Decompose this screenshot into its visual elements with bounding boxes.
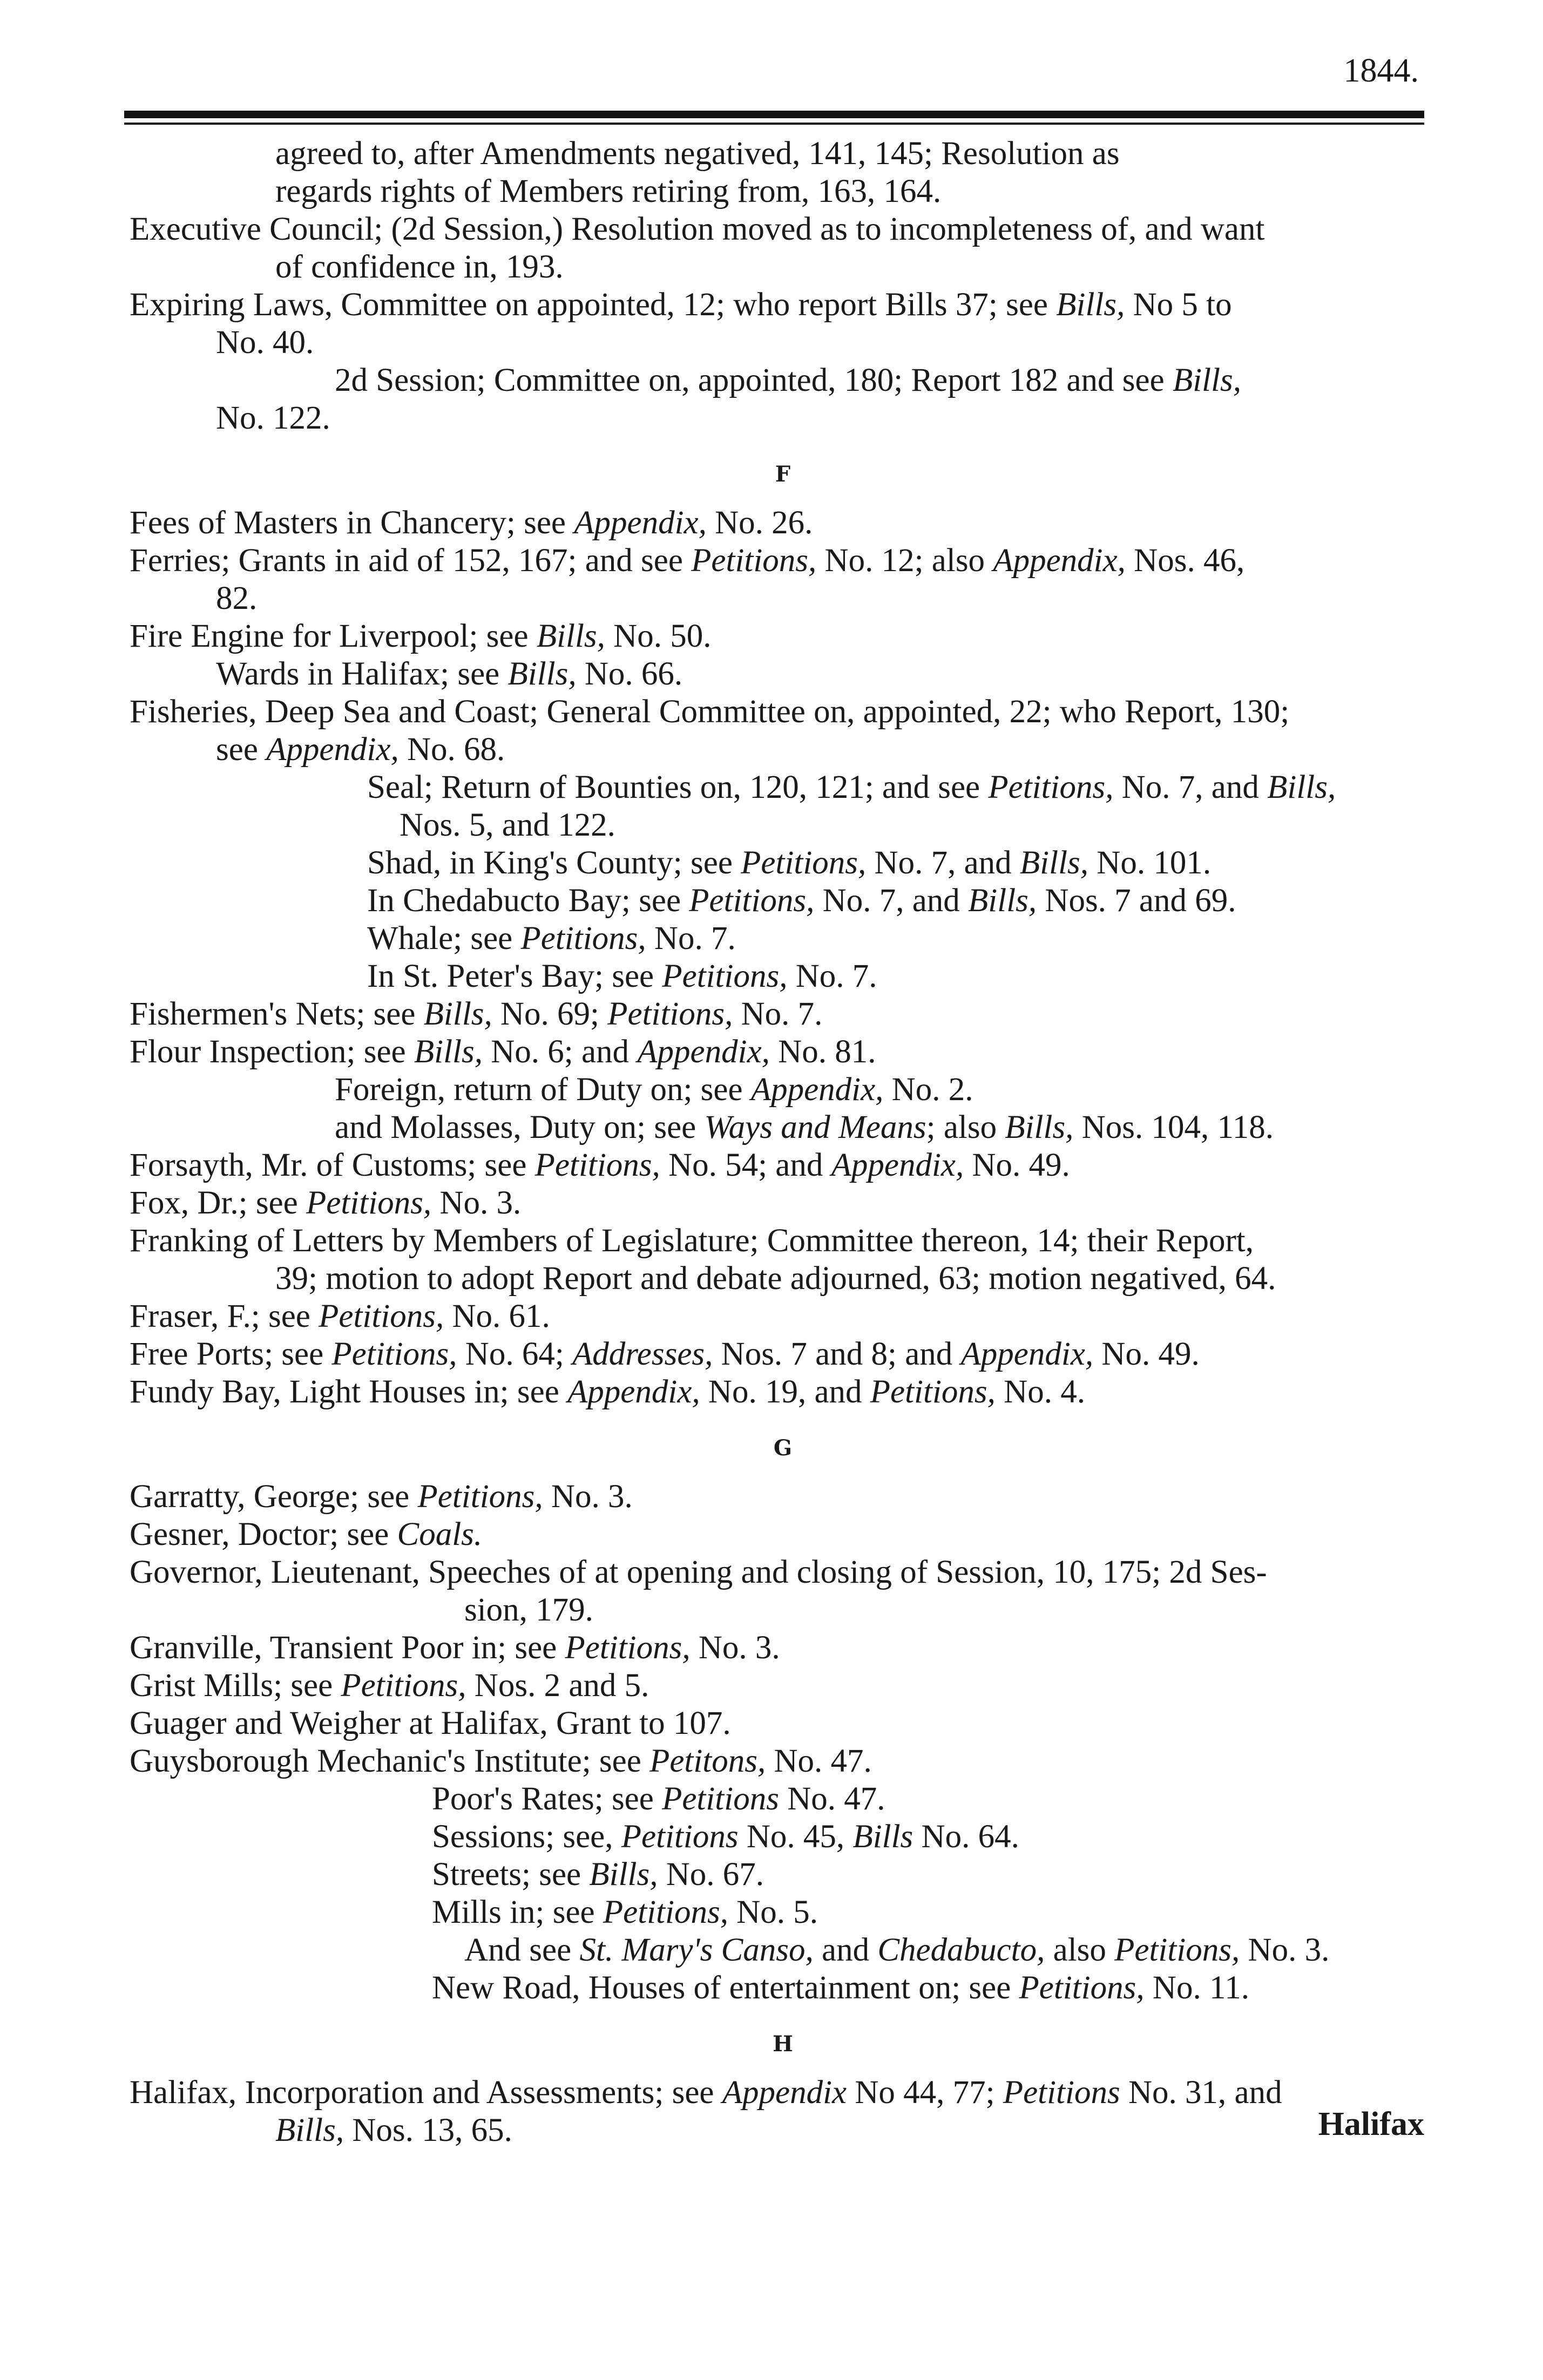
index-line bbox=[130, 399, 1436, 437]
index-reference: Petitions, bbox=[331, 1336, 457, 1372]
index-reference: Bills, bbox=[968, 883, 1037, 919]
index-line bbox=[130, 1298, 1436, 1335]
index-text: No. 7. bbox=[733, 996, 823, 1032]
index-text: Fox, Dr.; see bbox=[130, 1185, 307, 1221]
index-text: No. 61. bbox=[444, 1298, 550, 1334]
index-reference: Coals. bbox=[397, 1516, 483, 1552]
index-text: Nos. 104, 118. bbox=[1073, 1109, 1274, 1145]
section-heading-f: F bbox=[775, 462, 791, 487]
index-text: No. 5. bbox=[728, 1894, 818, 1930]
index-line bbox=[130, 1516, 1436, 1554]
section-heading-g: G bbox=[773, 1435, 793, 1461]
header-rule-thin bbox=[124, 123, 1424, 125]
index-line bbox=[130, 1818, 1436, 1856]
index-line bbox=[130, 173, 1436, 211]
index-text: No. 47. bbox=[779, 1781, 885, 1817]
index-text: Sessions; see, bbox=[432, 1819, 621, 1855]
index-reference: Petitions bbox=[1003, 2074, 1120, 2111]
index-line bbox=[130, 324, 1436, 362]
index-text: Garratty, George; see bbox=[130, 1479, 418, 1515]
index-reference: Petitions bbox=[662, 1781, 779, 1817]
index-reference: St. Mary's Canso, bbox=[579, 1932, 814, 1968]
index-line bbox=[130, 806, 1436, 844]
index-text: Nos. 5, and 122. bbox=[400, 807, 615, 843]
index-text: No. 19, and bbox=[700, 1374, 870, 1410]
index-text: and Molasses, Duty on; see bbox=[335, 1109, 705, 1145]
index-text: ; also bbox=[926, 1109, 1005, 1145]
index-line bbox=[130, 135, 1436, 173]
index-text: Gesner, Doctor; see bbox=[130, 1516, 397, 1552]
index-text: sion, 179. bbox=[464, 1592, 593, 1628]
index-text: No. 7, and bbox=[1113, 769, 1268, 805]
index-reference: Appendix, bbox=[574, 505, 707, 541]
index-reference: Petitions, bbox=[1019, 1970, 1145, 2006]
index-text: Fraser, F.; see bbox=[130, 1298, 319, 1334]
index-text: Wards in Halifax; see bbox=[216, 656, 508, 692]
index-text: Whale; see bbox=[367, 920, 521, 957]
index-text: No. 3. bbox=[431, 1185, 522, 1221]
index-line bbox=[130, 1554, 1436, 1591]
index-reference: Petitions, bbox=[691, 543, 817, 579]
index-text: Fishermen's Nets; see bbox=[130, 996, 424, 1032]
index-reference: Petitions, bbox=[341, 1667, 466, 1704]
index-text: Nos. 2 and 5. bbox=[466, 1667, 649, 1704]
header-rule bbox=[124, 111, 1424, 127]
index-text: No. 54; and bbox=[660, 1147, 831, 1183]
index-text: No. 81. bbox=[769, 1034, 876, 1070]
index-text: see bbox=[216, 731, 267, 768]
index-line bbox=[130, 958, 1436, 995]
index-reference: Petitions, bbox=[520, 920, 646, 957]
index-text: And see bbox=[464, 1932, 580, 1968]
index-text: Shad, in King's County; see bbox=[367, 845, 741, 881]
index-text: Free Ports; see bbox=[130, 1336, 332, 1372]
index-text: of confidence in, 193. bbox=[275, 249, 564, 285]
index-line bbox=[130, 1373, 1436, 1411]
index-text: Nos. 46, bbox=[1125, 543, 1245, 579]
index-line bbox=[130, 1705, 1436, 1742]
index-line bbox=[130, 362, 1436, 399]
index-text: Streets; see bbox=[432, 1856, 590, 1893]
index-text: New Road, Houses of entertainment on; see bbox=[432, 1970, 1019, 2006]
index-text: Forsayth, Mr. of Customs; see bbox=[130, 1147, 535, 1183]
index-text: No. 45, bbox=[738, 1819, 853, 1855]
index-text: Nos. 7 and 8; and bbox=[713, 1336, 961, 1372]
index-text: Governor, Lieutenant, Speeches of at opening and closing of Session, 10, 175; 2d Ses- bbox=[130, 1554, 1267, 1590]
index-line bbox=[130, 769, 1436, 806]
index-text: No. 6; and bbox=[482, 1034, 638, 1070]
index-line bbox=[130, 2074, 1436, 2112]
index-text: No. 67. bbox=[658, 1856, 764, 1893]
index-text: Ferries; Grants in aid of 152, 167; and see bbox=[130, 543, 692, 579]
index-reference: Bills, bbox=[275, 2112, 344, 2148]
index-line bbox=[130, 2112, 1436, 2150]
index-text: No. 7, and bbox=[814, 883, 969, 919]
index-text: No. 66. bbox=[576, 656, 683, 692]
index-text: Fire Engine for Liverpool; see bbox=[130, 618, 537, 654]
index-reference: Petitions, bbox=[306, 1185, 432, 1221]
index-reference: Chedabucto, bbox=[877, 1932, 1045, 1968]
index-entries bbox=[130, 135, 1436, 2150]
index-text: and bbox=[813, 1932, 878, 1968]
index-line bbox=[130, 286, 1436, 324]
index-text: No. 47. bbox=[766, 1743, 872, 1779]
index-text: 82. bbox=[216, 580, 258, 616]
index-text: No. 3. bbox=[543, 1479, 633, 1515]
index-reference: Appendix, bbox=[960, 1336, 1094, 1372]
index-reference: Appendix, bbox=[831, 1147, 964, 1183]
index-text: No. 40. bbox=[216, 324, 314, 361]
index-reference: Appendix, bbox=[266, 731, 399, 768]
index-line bbox=[130, 1033, 1436, 1071]
index-line bbox=[130, 844, 1436, 882]
index-reference: Petitions, bbox=[870, 1374, 996, 1410]
index-text: No. 49. bbox=[964, 1147, 1070, 1183]
index-text: No 44, 77; bbox=[847, 2074, 1003, 2111]
index-line bbox=[130, 504, 1436, 542]
index-text: 2d Session; Committee on, appointed, 180; Report 182 and see bbox=[335, 362, 1173, 398]
index-text: In Chedabucto Bay; see bbox=[367, 883, 689, 919]
index-text: agreed to, after Amendments negatived, 141, 145; Resolution as bbox=[275, 135, 1120, 172]
index-line bbox=[130, 1894, 1436, 1931]
index-line bbox=[130, 1335, 1436, 1373]
index-text: regards rights of Members retiring from, 163, 164. bbox=[275, 173, 942, 209]
index-text: No. 64; bbox=[457, 1336, 573, 1372]
index-reference: Addresses, bbox=[572, 1336, 713, 1372]
index-line bbox=[130, 542, 1436, 580]
index-text: Fisheries, Deep Sea and Coast; General Committee on, appointed, 22; who Report, 130; bbox=[130, 694, 1290, 730]
index-line bbox=[130, 1147, 1436, 1184]
index-text: 39; motion to adopt Report and debate adjourned, 63; motion negatived, 64. bbox=[275, 1260, 1276, 1297]
index-text: Nos. 13, 65. bbox=[344, 2112, 512, 2148]
index-text: Nos. 7 and 69. bbox=[1037, 883, 1236, 919]
index-text: No. 12; also bbox=[816, 543, 993, 579]
index-reference: Petitons, bbox=[649, 1743, 766, 1779]
index-text: Granville, Transient Poor in; see bbox=[130, 1630, 565, 1666]
index-text: Executive Council; (2d Session,) Resolution moved as to incompleteness of, and want bbox=[130, 211, 1265, 247]
index-line bbox=[130, 1780, 1436, 1818]
index-text: No. 4. bbox=[995, 1374, 1085, 1410]
index-text: No. 3. bbox=[1240, 1932, 1330, 1968]
index-reference: Bills, bbox=[536, 618, 605, 654]
index-reference: Appendix, bbox=[567, 1374, 700, 1410]
index-text: No. 11. bbox=[1144, 1970, 1249, 2006]
index-text: Halifax, Incorporation and Assessments; see bbox=[130, 2074, 722, 2111]
index-reference: Appendix, bbox=[637, 1034, 770, 1070]
section-heading-h: H bbox=[773, 2031, 793, 2057]
index-text: Poor's Rates; see bbox=[432, 1781, 662, 1817]
index-reference: Petitions, bbox=[607, 996, 733, 1032]
index-reference: Appendix bbox=[722, 2074, 847, 2111]
index-reference: Appendix, bbox=[750, 1072, 884, 1108]
index-reference: Petitions, bbox=[417, 1479, 543, 1515]
index-line bbox=[130, 731, 1436, 769]
index-line bbox=[130, 995, 1436, 1033]
index-line bbox=[130, 1742, 1436, 1780]
index-reference: Petitions, bbox=[603, 1894, 728, 1930]
index-reference: Bills, bbox=[1019, 845, 1089, 881]
index-reference: Petitions, bbox=[565, 1630, 691, 1666]
index-line bbox=[130, 693, 1436, 731]
index-reference: Petitions, bbox=[689, 883, 815, 919]
index-text: No. 7. bbox=[646, 920, 736, 957]
index-line bbox=[130, 1071, 1436, 1109]
index-text: Flour Inspection; see bbox=[130, 1034, 414, 1070]
index-text: In St. Peter's Bay; see bbox=[367, 958, 662, 994]
index-reference: Bills, bbox=[1005, 1109, 1074, 1145]
index-text: No. 7, and bbox=[866, 845, 1020, 881]
index-text: No. 69; bbox=[492, 996, 608, 1032]
index-line bbox=[130, 1222, 1436, 1260]
index-text: Guysborough Mechanic's Institute; see bbox=[130, 1743, 650, 1779]
index-reference: Bills, bbox=[1172, 362, 1242, 398]
index-text: Guager and Weigher at Halifax, Grant to 107. bbox=[130, 1705, 731, 1741]
index-reference: Bills, bbox=[507, 656, 577, 692]
index-text: Expiring Laws, Committee on appointed, 12; who report Bills 37; see bbox=[130, 287, 1057, 323]
index-text: No. 64. bbox=[913, 1819, 1019, 1855]
index-line bbox=[130, 1931, 1436, 1969]
index-line bbox=[130, 1591, 1436, 1629]
index-line bbox=[130, 580, 1436, 618]
index-text: No. 101. bbox=[1088, 845, 1212, 881]
index-text: No. 7. bbox=[787, 958, 877, 994]
index-text: Seal; Return of Bounties on, 120, 121; and see bbox=[367, 769, 989, 805]
index-text: Fundy Bay, Light Houses in; see bbox=[130, 1374, 568, 1410]
catchword: Halifax bbox=[1318, 2106, 1424, 2142]
index-text: Grist Mills; see bbox=[130, 1667, 341, 1704]
index-line bbox=[130, 1109, 1436, 1147]
index-text: Mills in; see bbox=[432, 1894, 603, 1930]
index-reference: Petitions, bbox=[1114, 1932, 1240, 1968]
index-text: No 5 to bbox=[1125, 287, 1232, 323]
index-reference: Bills, bbox=[589, 1856, 658, 1893]
index-line bbox=[130, 1629, 1436, 1667]
index-reference: Petitions bbox=[621, 1819, 739, 1855]
index-text: Foreign, return of Duty on; see bbox=[335, 1072, 751, 1108]
index-line bbox=[130, 1260, 1436, 1298]
index-text: No. 49. bbox=[1093, 1336, 1200, 1372]
index-line bbox=[130, 882, 1436, 920]
index-line bbox=[130, 920, 1436, 958]
index-text: also bbox=[1045, 1932, 1115, 1968]
index-reference: Bills, bbox=[1267, 769, 1336, 805]
index-line bbox=[130, 248, 1436, 286]
index-line bbox=[130, 618, 1436, 655]
index-line bbox=[130, 1184, 1436, 1222]
page-year: 1844. bbox=[1343, 52, 1419, 89]
index-reference: Petitions, bbox=[662, 958, 788, 994]
index-reference: Petitions, bbox=[534, 1147, 660, 1183]
index-line bbox=[130, 1856, 1436, 1894]
index-line bbox=[130, 1478, 1436, 1516]
index-reference: Bills, bbox=[423, 996, 492, 1032]
index-text: No. 26. bbox=[706, 505, 813, 541]
index-text: No. 3. bbox=[690, 1630, 780, 1666]
index-text: No. 122. bbox=[216, 400, 330, 436]
index-line bbox=[130, 655, 1436, 693]
index-reference: Appendix, bbox=[993, 543, 1126, 579]
header-rule-thick bbox=[124, 111, 1424, 118]
index-line bbox=[130, 1969, 1436, 2007]
index-reference: Bills, bbox=[414, 1034, 483, 1070]
index-reference: Petitions, bbox=[319, 1298, 444, 1334]
index-line bbox=[130, 211, 1436, 248]
index-text: No. 31, and bbox=[1120, 2074, 1282, 2111]
index-reference: Bills, bbox=[1056, 287, 1125, 323]
index-text: No. 2. bbox=[883, 1072, 973, 1108]
index-text: Fees of Masters in Chancery; see bbox=[130, 505, 574, 541]
index-reference: Petitions, bbox=[988, 769, 1114, 805]
index-reference: Bills bbox=[852, 1819, 913, 1855]
index-reference: Ways and Means bbox=[704, 1109, 926, 1145]
index-reference: Petitions, bbox=[741, 845, 867, 881]
index-text: Franking of Letters by Members of Legislature; Committee thereon, 14; their Report, bbox=[130, 1223, 1254, 1259]
index-text: No. 50. bbox=[605, 618, 712, 654]
index-text: No. 68. bbox=[398, 731, 505, 768]
index-line bbox=[130, 1667, 1436, 1705]
